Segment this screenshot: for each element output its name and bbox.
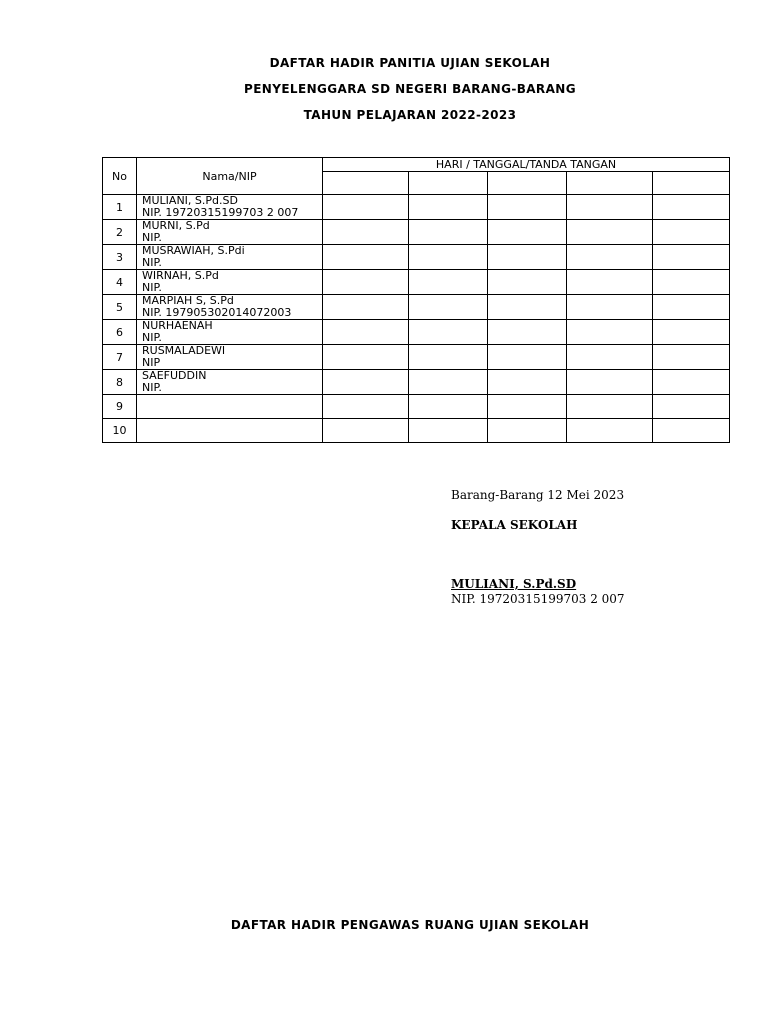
row-number: 5 bbox=[103, 295, 137, 320]
signature-cell bbox=[653, 395, 730, 419]
row-name-nip bbox=[137, 295, 323, 320]
signature-name: MULIANI, S.Pd.SD bbox=[451, 577, 577, 591]
document-subtitle-school: PENYELENGGARA SD NEGERI BARANG-BARANG bbox=[244, 82, 576, 96]
row-name-nip bbox=[137, 245, 323, 270]
table-row bbox=[103, 245, 730, 270]
row-name-nip bbox=[137, 195, 323, 220]
signature-cell bbox=[323, 370, 409, 395]
signature-cell bbox=[409, 295, 488, 320]
row-number: 1 bbox=[103, 195, 137, 220]
signature-cell bbox=[567, 345, 653, 370]
column-header-days: HARI / TANGGAL/TANDA TANGAN bbox=[323, 158, 730, 172]
signature-place-date: Barang-Barang 12 Mei 2023 bbox=[451, 488, 625, 502]
signature-cell bbox=[323, 395, 409, 419]
day-column-2 bbox=[409, 172, 488, 195]
table-row bbox=[103, 295, 730, 320]
member-name: SAEFUDDIN bbox=[142, 369, 207, 382]
member-nip: NIP. bbox=[142, 381, 162, 394]
row-name-nip bbox=[137, 370, 323, 395]
member-name: NURHAENAH bbox=[142, 319, 213, 332]
signature-cell bbox=[409, 345, 488, 370]
signature-cell bbox=[409, 395, 488, 419]
table-row bbox=[103, 270, 730, 295]
signature-cell bbox=[323, 345, 409, 370]
signature-cell bbox=[567, 195, 653, 220]
next-section-title: DAFTAR HADIR PENGAWAS RUANG UJIAN SEKOLAH bbox=[230, 918, 590, 932]
member-nip: NIP. 197905302014072003 bbox=[142, 306, 292, 319]
signature-cell bbox=[409, 320, 488, 345]
signature-cell bbox=[567, 395, 653, 419]
signature-cell bbox=[488, 395, 567, 419]
row-number: 9 bbox=[103, 395, 137, 419]
column-header-name-nip: Nama/NIP bbox=[137, 158, 323, 195]
row-name-nip bbox=[137, 320, 323, 345]
attendance-table bbox=[102, 157, 730, 443]
row-number: 3 bbox=[103, 245, 137, 270]
signature-cell bbox=[567, 245, 653, 270]
table-row bbox=[103, 395, 730, 419]
signature-nip: NIP. 19720315199703 2 007 bbox=[451, 592, 625, 606]
signature-cell bbox=[653, 370, 730, 395]
signature-cell bbox=[488, 320, 567, 345]
member-name: WIRNAH, S.Pd bbox=[142, 269, 219, 282]
member-nip: NIP. bbox=[142, 331, 162, 344]
row-name-nip bbox=[137, 419, 323, 443]
signature-cell bbox=[488, 270, 567, 295]
document-title: DAFTAR HADIR PANITIA UJIAN SEKOLAH bbox=[269, 56, 551, 70]
signature-cell bbox=[567, 320, 653, 345]
row-number: 8 bbox=[103, 370, 137, 395]
signature-cell bbox=[409, 245, 488, 270]
member-nip: NIP bbox=[142, 356, 161, 369]
signature-cell bbox=[567, 220, 653, 245]
signature-cell bbox=[653, 419, 730, 443]
signature-cell bbox=[488, 195, 567, 220]
table-row bbox=[103, 419, 730, 443]
signature-cell bbox=[323, 220, 409, 245]
table-row bbox=[103, 320, 730, 345]
signature-role: KEPALA SEKOLAH bbox=[451, 518, 578, 532]
signature-cell bbox=[653, 270, 730, 295]
signature-cell bbox=[409, 195, 488, 220]
member-name: MARPIAH S, S.Pd bbox=[142, 294, 234, 307]
column-header-no: No bbox=[103, 158, 137, 195]
signature-cell bbox=[409, 370, 488, 395]
row-name-nip bbox=[137, 395, 323, 419]
signature-cell bbox=[488, 245, 567, 270]
signature-cell bbox=[323, 245, 409, 270]
signature-cell bbox=[653, 345, 730, 370]
document-subtitle-year: TAHUN PELAJARAN 2022-2023 bbox=[303, 108, 517, 122]
day-column-1 bbox=[323, 172, 409, 195]
day-column-3 bbox=[488, 172, 567, 195]
member-name: RUSMALADEWI bbox=[142, 344, 226, 357]
signature-cell bbox=[409, 270, 488, 295]
signature-cell bbox=[653, 320, 730, 345]
table-row bbox=[103, 345, 730, 370]
member-name: MULIANI, S.Pd.SD bbox=[142, 194, 238, 207]
signature-cell bbox=[567, 270, 653, 295]
signature-cell bbox=[323, 295, 409, 320]
row-name-nip bbox=[137, 345, 323, 370]
row-number: 7 bbox=[103, 345, 137, 370]
member-nip: NIP. bbox=[142, 231, 162, 244]
member-name: MUSRAWIAH, S.Pdi bbox=[142, 244, 245, 257]
signature-cell bbox=[323, 270, 409, 295]
day-column-5 bbox=[653, 172, 730, 195]
member-name: MURNI, S.Pd bbox=[142, 219, 210, 232]
signature-cell bbox=[488, 419, 567, 443]
signature-cell bbox=[488, 345, 567, 370]
member-nip: NIP. bbox=[142, 281, 162, 294]
signature-cell bbox=[323, 419, 409, 443]
row-name-nip bbox=[137, 220, 323, 245]
signature-cell bbox=[567, 295, 653, 320]
signature-cell bbox=[488, 295, 567, 320]
row-number: 6 bbox=[103, 320, 137, 345]
signature-cell bbox=[653, 245, 730, 270]
row-name-nip bbox=[137, 270, 323, 295]
member-nip: NIP. bbox=[142, 256, 162, 269]
signature-cell bbox=[409, 220, 488, 245]
day-column-4 bbox=[567, 172, 653, 195]
row-number: 2 bbox=[103, 220, 137, 245]
signature-cell bbox=[488, 370, 567, 395]
table-row bbox=[103, 195, 730, 220]
table-row bbox=[103, 220, 730, 245]
row-number: 10 bbox=[103, 419, 137, 443]
signature-cell bbox=[653, 220, 730, 245]
member-nip: NIP. 19720315199703 2 007 bbox=[142, 206, 299, 219]
signature-cell bbox=[323, 195, 409, 220]
signature-cell bbox=[488, 220, 567, 245]
signature-cell bbox=[653, 195, 730, 220]
signature-cell bbox=[653, 295, 730, 320]
signature-cell bbox=[567, 419, 653, 443]
signature-cell bbox=[323, 320, 409, 345]
signature-cell bbox=[409, 419, 488, 443]
row-number: 4 bbox=[103, 270, 137, 295]
table-row bbox=[103, 370, 730, 395]
signature-cell bbox=[567, 370, 653, 395]
